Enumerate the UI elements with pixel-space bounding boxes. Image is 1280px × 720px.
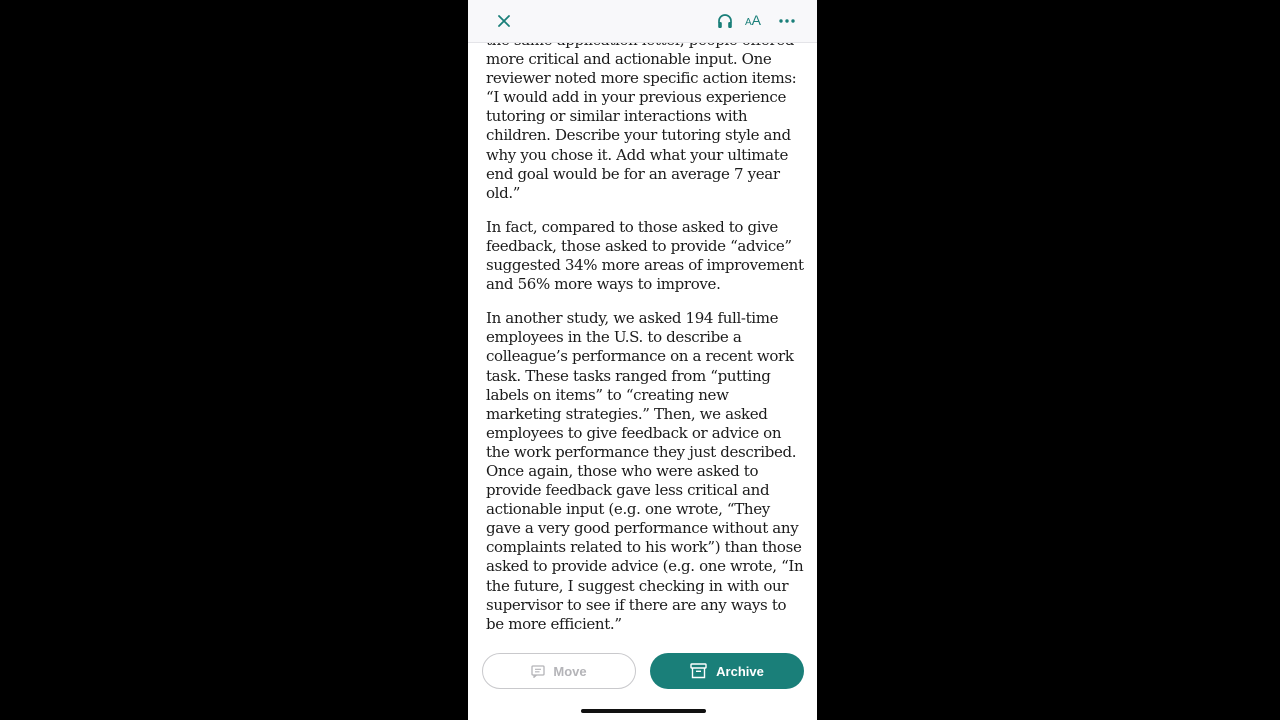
- move-icon: [531, 665, 545, 678]
- reader-toolbar: [468, 0, 817, 43]
- action-bar: [468, 640, 817, 720]
- article-paragraph: more critical and actionable input. One reviewer noted more specific action items: “I would add in your previous experience tutoring or similar interactions with children. Describe your tutoring style and why you chose it. Add what your ultimate end goal would be for an average 7 year old.”: [486, 50, 797, 202]
- more-options-button[interactable]: [775, 9, 799, 33]
- headphones-icon: [716, 12, 734, 30]
- listen-button[interactable]: [713, 9, 737, 33]
- move-button-label: Move: [553, 663, 587, 679]
- more-horizontal-icon: [779, 18, 795, 24]
- article-body: [486, 31, 804, 639]
- move-button[interactable]: [482, 653, 636, 689]
- close-button[interactable]: [492, 9, 516, 33]
- home-indicator[interactable]: [581, 709, 706, 713]
- archive-icon: [690, 663, 707, 679]
- close-icon: [497, 14, 511, 28]
- archive-button[interactable]: [650, 653, 804, 689]
- archive-button-label: Archive: [716, 663, 764, 679]
- text-size-icon: AA: [744, 12, 761, 28]
- article-paragraph: In another study, we asked 194 full-time employees in the U.S. to describe a colleague’s performance on a recent work task. These tasks ranged from “putting labels on items” to “creating new marketing strategies.” Then, we asked employees to give feedback or advice on the work performance they just described. Once again, those who were asked to provide feedback gave less critical and actionable input (e.g. one wrote, “They gave a very good performance without any complaints related to his work”) than those asked to provide advice (e.g. one wrote, “In the future, I suggest checking in with our supervisor to see if there are any ways to be more efficient.”: [486, 309, 804, 633]
- text-size-button[interactable]: [741, 9, 765, 33]
- article-paragraph: In fact, compared to those asked to give feedback, those asked to provide “advice” suggested 34% more areas of improvement and 56% more ways to improve.: [486, 217, 804, 294]
- reader-screen: [468, 0, 817, 720]
